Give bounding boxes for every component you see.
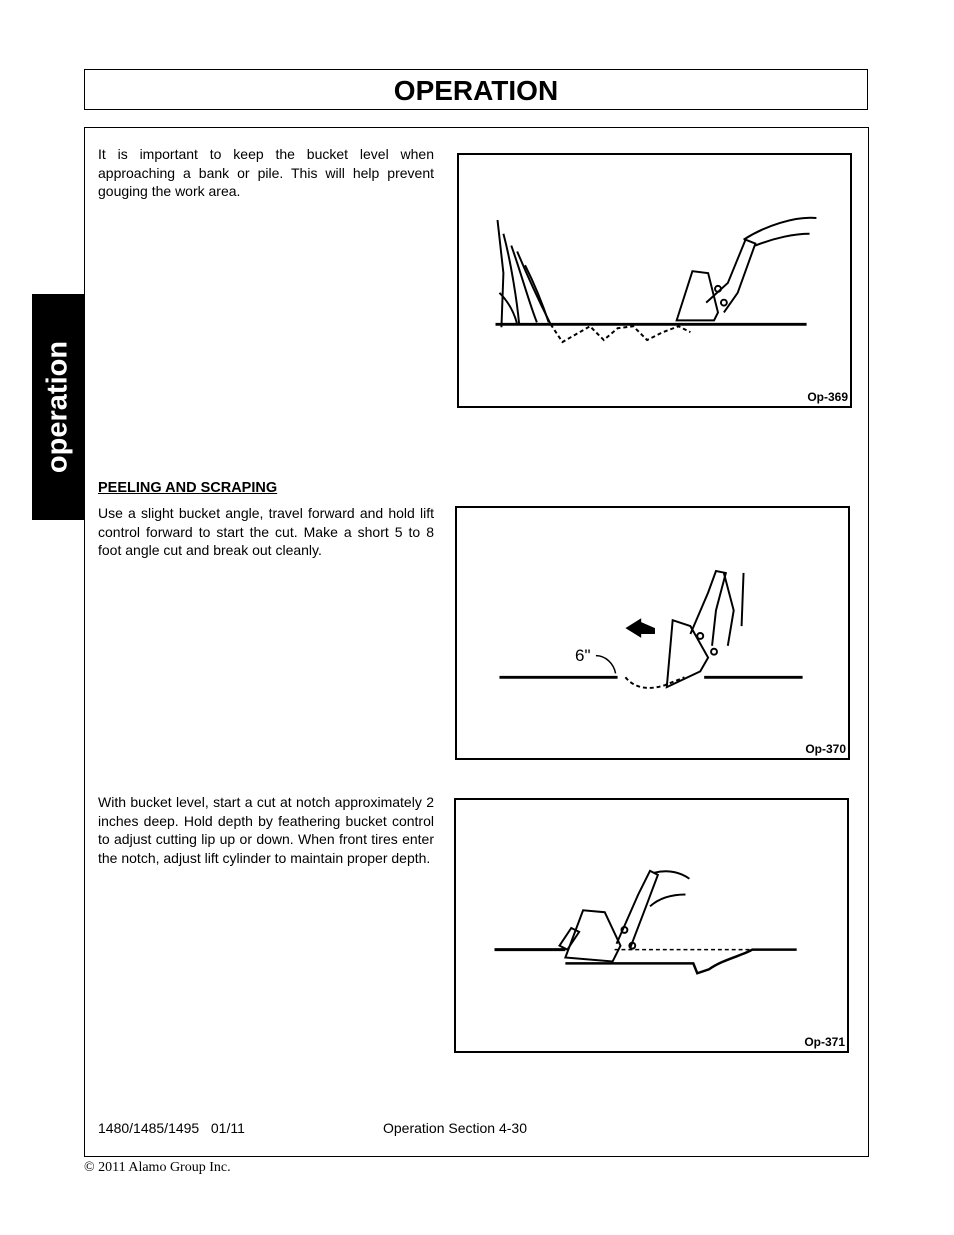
dimension-label: 6" — [575, 646, 591, 665]
side-tab — [32, 294, 84, 520]
copyright: © 2011 Alamo Group Inc. — [84, 1160, 231, 1175]
figure-label: Op-371 — [804, 1035, 845, 1049]
header-box — [84, 69, 868, 110]
section-heading: PEELING AND SCRAPING — [98, 480, 278, 496]
figure-label: Op-370 — [805, 742, 846, 756]
notch-cut-illustration — [456, 800, 847, 1051]
page-title: OPERATION — [393, 75, 559, 106]
paragraph-peeling: Use a slight bucket angle, travel forward and hold lift control forward to start the cut. Make a short 5 to 8 foot angle cut and break out cleanly. — [98, 505, 434, 559]
footer-model-date: 1480/1485/1495 01/11 — [98, 1120, 245, 1136]
paragraph-bucket-level: It is important to keep the bucket level when approaching a bank or pile. This will help prevent gouging the work area. — [98, 146, 434, 200]
paragraph-notch: With bucket level, start a cut at notch approximately 2 inches deep. Hold depth by feathering bucket control to adjust cutting lip up or down. When front tires enter the notch, adjust lift cylinder to maintain proper depth. — [98, 794, 434, 866]
side-tab-label: operation — [41, 340, 74, 474]
footer-section: Operation Section 4-30 — [383, 1120, 527, 1136]
figure-label: Op-369 — [807, 390, 848, 404]
bank-approach-illustration — [459, 155, 850, 406]
figure-op-370 — [455, 506, 850, 760]
peeling-scraping-illustration — [457, 508, 848, 758]
figure-op-371 — [454, 798, 849, 1053]
figure-op-369 — [457, 153, 852, 408]
